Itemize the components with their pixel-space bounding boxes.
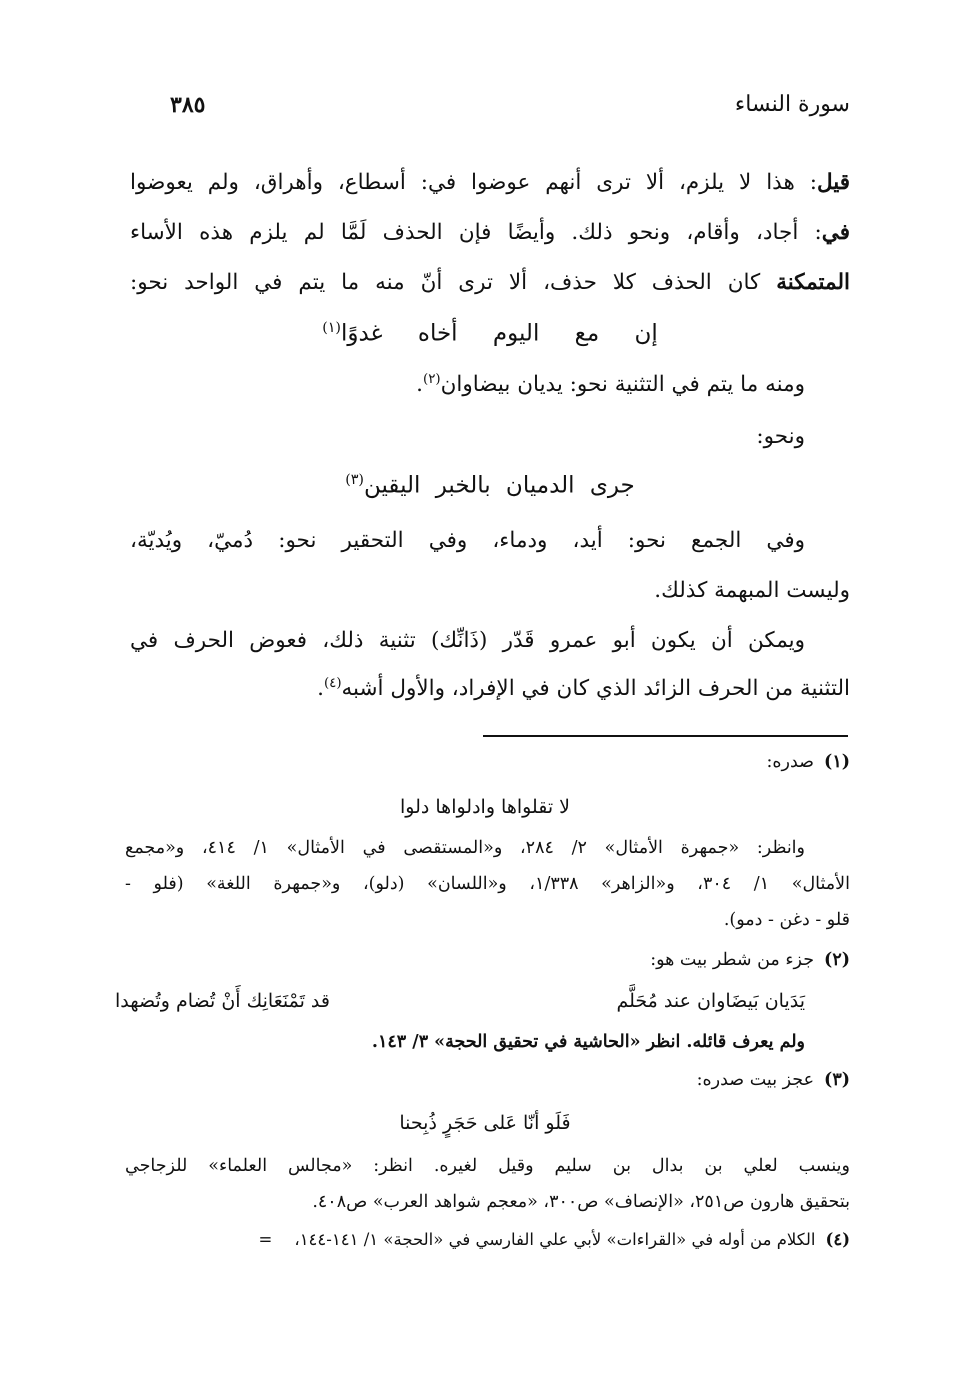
continuation-mark: =	[258, 1230, 273, 1249]
line-text: وليست المبهمة كذلك.	[654, 578, 850, 603]
footnote-number: (٣)	[824, 1070, 850, 1090]
line-text: التثنية من الحرف الزائد الذي كان في الإفراد، والأول أشبه	[341, 676, 850, 702]
footnote-separator	[483, 735, 848, 737]
footnote-ref: (٤)	[323, 676, 342, 691]
footnote-number: (٤)	[825, 1230, 850, 1249]
line-end: .	[317, 676, 324, 702]
line-end: .	[416, 372, 423, 398]
body-line-8	[130, 628, 805, 653]
footnote-ref: (١)	[322, 320, 341, 336]
footnote-label: صدره:	[766, 752, 815, 772]
footnote-3-verse: فَلَو أنّا عَلى حَجَرٍ ذُبِحنا	[399, 1112, 571, 1134]
footnote-1-line-1: وانظر: «جمهرة الأمثال» ٢/ ٢٨٤، و«المستقصى في الأمثال» ١/ ٤١٤، و«مجمع	[125, 838, 805, 858]
line-text: وفي الجمع نحو: أيد، ودماء، وفي التحقير نحو: دُميّ، ويُديّة،	[130, 528, 805, 553]
footnote-2-line: ولم يعرف قائله. انظر «الحاشية في تحقيق الحجة» ٣/ ١٤٣.	[371, 1032, 805, 1052]
poetry-verse-2	[255, 472, 725, 499]
line-lead-word: في	[821, 220, 850, 245]
footnote-number: (١)	[824, 752, 850, 772]
footnote-number: (٢)	[824, 950, 850, 970]
verse-text: جرى الدميان بالخبر اليقين	[363, 472, 635, 499]
body-line-4	[130, 372, 805, 397]
footnote-3-line-1: وينسب لعلي بن بدال بن سليم وقيل لغيره. انظر: «مجالس العلماء» للزجاجي	[125, 1156, 850, 1176]
body-line-6	[130, 528, 805, 553]
footnote-text: الكلام من أوله في «القراءات» لأبي علي الفارسي في «الحجة» ١/ ١٤١-١٤٤،	[294, 1230, 816, 1249]
page-number: ٣٨٥	[170, 92, 206, 118]
body-line-2	[130, 220, 850, 245]
body-line-5	[130, 424, 805, 449]
footnote-1-heading	[130, 752, 850, 772]
footnote-ref: (٢)	[423, 372, 441, 387]
line-text: ومنه ما يتم في التثنية نحو: يديان بيضاوان	[440, 372, 805, 398]
line-text: ويمكن أن يكون أبو عمرو قَدّر (ذَانِّك) تثنية ذلك، فعوض الحرف في	[130, 628, 805, 653]
footnote-label: جزء من شطر بيت هو:	[650, 950, 815, 970]
surah-name-header: سورة النساء	[734, 92, 850, 117]
body-line-3	[130, 270, 850, 295]
body-line-9	[130, 676, 850, 701]
footnote-2-verse-first-hemistich: يَدَيان بَيضَاوان عند مُحَلَّم	[616, 990, 805, 1012]
footnote-1-verse: لا تقلواها وادلواها دلوا	[400, 796, 570, 818]
line-lead-word: قيل	[816, 170, 850, 195]
footnote-2-verse-second-hemistich: قد تَمْنَعَانِك أَنْ تُضام وتُضهدا	[115, 990, 330, 1012]
line-text: : هذا لا يلزم، ألا ترى أنهم عوضوا في: أسطاع، وأهراق، ولم يعوضوا	[130, 170, 817, 195]
footnote-1-line-2: الأمثال» ١/ ٣٠٤، و«الزاهر» ١/٣٣٨، و«اللسان» (دلو)، و«جمهرة اللغة» (فلو -	[125, 874, 850, 894]
footnote-4	[130, 1230, 850, 1249]
line-text: كان الحذف كلا حذف، ألا ترى أنّ منه ما يتم في الواحد نحو:	[130, 270, 777, 295]
body-line-1	[130, 170, 850, 195]
footnote-label: عجز بيت صدره:	[696, 1070, 815, 1090]
footnote-3-line-2: بتحقيق هارون ص٢٥١، «الإنصاف» ص٣٠٠، «معجم شواهد العرب» ص٤٠٨.	[312, 1192, 850, 1212]
line-lead-word: المتمكنة	[776, 270, 850, 295]
footnote-ref: (٣)	[345, 472, 364, 488]
poetry-verse-1	[255, 320, 725, 347]
verse-text: إن مع اليوم أخاه غدوًا	[340, 320, 658, 347]
body-line-7	[130, 578, 850, 603]
line-text: : أجاد، وأقام، ونحو ذلك. وأيضًا فإن الحذف لَمَّا لم يلزم هذه الأساء	[130, 220, 822, 245]
footnote-3-heading	[130, 1070, 850, 1090]
footnote-2-heading	[130, 950, 850, 970]
footnote-1-line-3: قلو - دغن - دمو).	[723, 910, 850, 930]
line-text: ونحو:	[756, 424, 805, 449]
